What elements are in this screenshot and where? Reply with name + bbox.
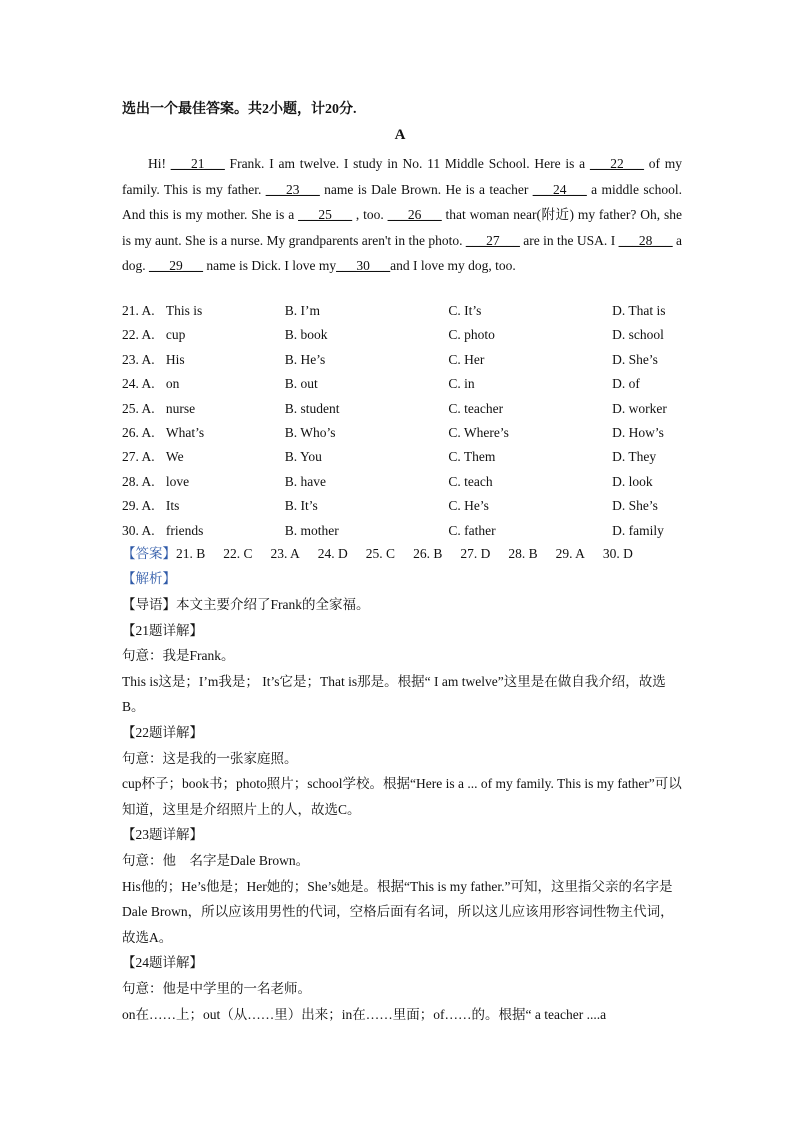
answer-item: 27. D: [460, 546, 491, 561]
question-number: 26. A.: [122, 424, 155, 440]
option-b: B. out: [284, 376, 318, 392]
passage-text: of my family. This is my father.: [122, 156, 682, 197]
option-c: C. father: [448, 522, 496, 538]
question-row: [122, 348, 682, 372]
question-number: 29. A.: [122, 498, 155, 514]
answer-item: 26. B: [413, 546, 443, 561]
option-b: B. He’s: [284, 351, 326, 367]
passage-blank: ___30___: [336, 258, 391, 274]
passage-text: that woman near(附近) my father? Oh, she is my aunt. She is a nurse. My grandparents aren't in the photo.: [122, 207, 683, 248]
option-a: We: [165, 449, 184, 465]
question-number: 21. A.: [122, 303, 155, 318]
passage-text: and I love my dog, too.: [390, 258, 516, 274]
question-row: [122, 421, 682, 445]
option-a: This is: [165, 303, 203, 318]
explanation-line: 句意：我是Frank。: [122, 648, 235, 664]
question-number: 30. A.: [122, 522, 155, 538]
passage-text: a middle school. And this is my mother. She is a: [122, 181, 682, 223]
option-b: B. book: [284, 327, 328, 343]
passage-text: a dog.: [122, 232, 682, 274]
question-number: 28. A.: [122, 473, 155, 489]
option-d: D. How’s: [612, 424, 664, 440]
passage-text: Frank. I am twelve. I study in No. 11 Middle School. Here is a: [224, 156, 590, 171]
option-c: C. Her: [448, 351, 485, 367]
question-row: [122, 445, 682, 469]
option-d: D. She’s: [612, 498, 658, 514]
question-row: [122, 397, 682, 421]
option-b: B. I’m: [284, 303, 320, 318]
option-c: C. Where’s: [448, 424, 509, 440]
explanation-line: 句意：他是中学里的一名老师。: [122, 980, 311, 996]
question-options: [122, 299, 682, 543]
option-d: D. She’s: [612, 351, 658, 367]
answer-item: 24. D: [317, 546, 348, 561]
option-b: B. It’s: [284, 498, 318, 514]
explanation-block: [122, 592, 682, 1027]
question-row: [122, 323, 682, 347]
option-c: C. photo: [448, 327, 495, 343]
passage-paragraph: [122, 151, 682, 279]
question-number: 25. A.: [122, 400, 155, 416]
option-b: B. student: [284, 400, 340, 416]
explanation-line: 句意：这是我的一张家庭照。: [122, 750, 298, 766]
explanation-line: This is这是；I’m我是； It’s它是；That is那是。根据“ I am twelve”这里是在做自我介绍，故选B。: [122, 673, 666, 715]
option-c: C. Them: [448, 449, 496, 465]
option-a: What’s: [165, 424, 205, 440]
cloze-passage: [122, 151, 682, 279]
option-c: C. It’s: [448, 303, 482, 318]
passage-blank: ___21___: [170, 156, 225, 171]
option-d: D. family: [612, 522, 664, 538]
answer-item: 29. A: [555, 546, 585, 561]
option-a: on: [165, 376, 180, 392]
answer-item: 30. D: [602, 546, 633, 561]
answer-item: 28. B: [508, 546, 538, 561]
question-row: [122, 470, 682, 494]
option-a: love: [165, 473, 190, 489]
option-b: B. have: [284, 473, 326, 489]
option-b: B. You: [284, 449, 322, 465]
explanation-line: on在……上；out（从……里）出来；in在……里面；of……的。根据“ a teacher ....a: [122, 1006, 607, 1022]
question-row: [122, 494, 682, 518]
explanation-line: 【导语】本文主要介绍了Frank的全家福。: [122, 597, 370, 612]
option-c: C. teacher: [448, 400, 504, 416]
answer-label: 【答案】: [122, 546, 176, 561]
analysis-label: 【解析】: [122, 571, 176, 586]
passage-blank: ___26___: [387, 207, 442, 223]
question-number: 27. A.: [122, 449, 155, 465]
option-a: friends: [165, 522, 204, 538]
question-row: [122, 299, 682, 323]
exercise-heading: 选出一个最佳答案。共2小题，计20分.: [122, 102, 357, 117]
explanation-line: cup杯子；book书；photo照片；school学校。根据“Here is a ... of my family. This is my father”可以知道，这里是介绍照片上的人，故选C。: [122, 776, 682, 817]
option-d: D. look: [612, 473, 653, 489]
passage-blank: ___29___: [149, 258, 203, 274]
passage-text: name is Dale Brown. He is a teacher: [319, 181, 533, 197]
passage-text: are in the USA. I: [519, 232, 619, 248]
answer-item: 22. C: [223, 546, 253, 561]
option-d: D. worker: [612, 400, 667, 416]
answer-item: 23. A: [270, 546, 300, 561]
option-a: cup: [165, 327, 186, 343]
question-number: 23. A.: [122, 351, 155, 367]
option-d: D. They: [612, 449, 657, 465]
explanation-line: 句意：他 名字是Dale Brown。: [122, 852, 310, 868]
option-c: C. in: [448, 376, 475, 392]
question-number: 24. A.: [122, 376, 155, 392]
option-b: B. Who’s: [284, 424, 336, 440]
option-c: C. He’s: [448, 498, 489, 514]
answer-row: [122, 542, 692, 566]
passage-blank: ___27___: [465, 232, 520, 248]
passage-blank: ___24___: [532, 181, 587, 197]
answer-item: 21. B: [176, 546, 206, 561]
explanation-line: 【23题详解】: [122, 827, 203, 843]
explanation-line: 【24题详解】: [122, 955, 203, 971]
passage-text: , too.: [352, 207, 388, 223]
option-a: Its: [165, 498, 180, 514]
passage-blank: ___23___: [265, 181, 320, 197]
passage-blank: ___28___: [618, 232, 673, 248]
explanation-line: His他的；He’s他是；Her她的；She’s她是。根据“This is my father.”可知，这里指父亲的名字是Dale Brown，所以应该用男性的代词，空格后面有名词，所以这儿应该用形容词性物主代词，故选A。: [122, 878, 674, 945]
question-row: [122, 372, 682, 396]
question-number: 22. A.: [122, 327, 155, 343]
option-d: D. That is: [612, 303, 666, 318]
option-c: C. teach: [448, 473, 493, 489]
option-a: nurse: [165, 400, 196, 416]
question-row: [122, 519, 682, 543]
passage-blank: ___22___: [589, 156, 644, 171]
passage-blank: ___25___: [298, 207, 353, 223]
option-d: D. of: [612, 376, 640, 392]
explanation-line: 【21题详解】: [122, 622, 203, 638]
passage-text: name is Dick. I love my: [203, 258, 337, 274]
passage-text: Hi!: [148, 156, 171, 171]
answer-item: 25. C: [365, 546, 396, 561]
section-title: A: [394, 127, 406, 143]
option-d: D. school: [612, 327, 664, 343]
explanation-line: 【22题详解】: [122, 724, 203, 740]
option-a: His: [165, 351, 185, 367]
option-b: B. mother: [284, 522, 339, 538]
